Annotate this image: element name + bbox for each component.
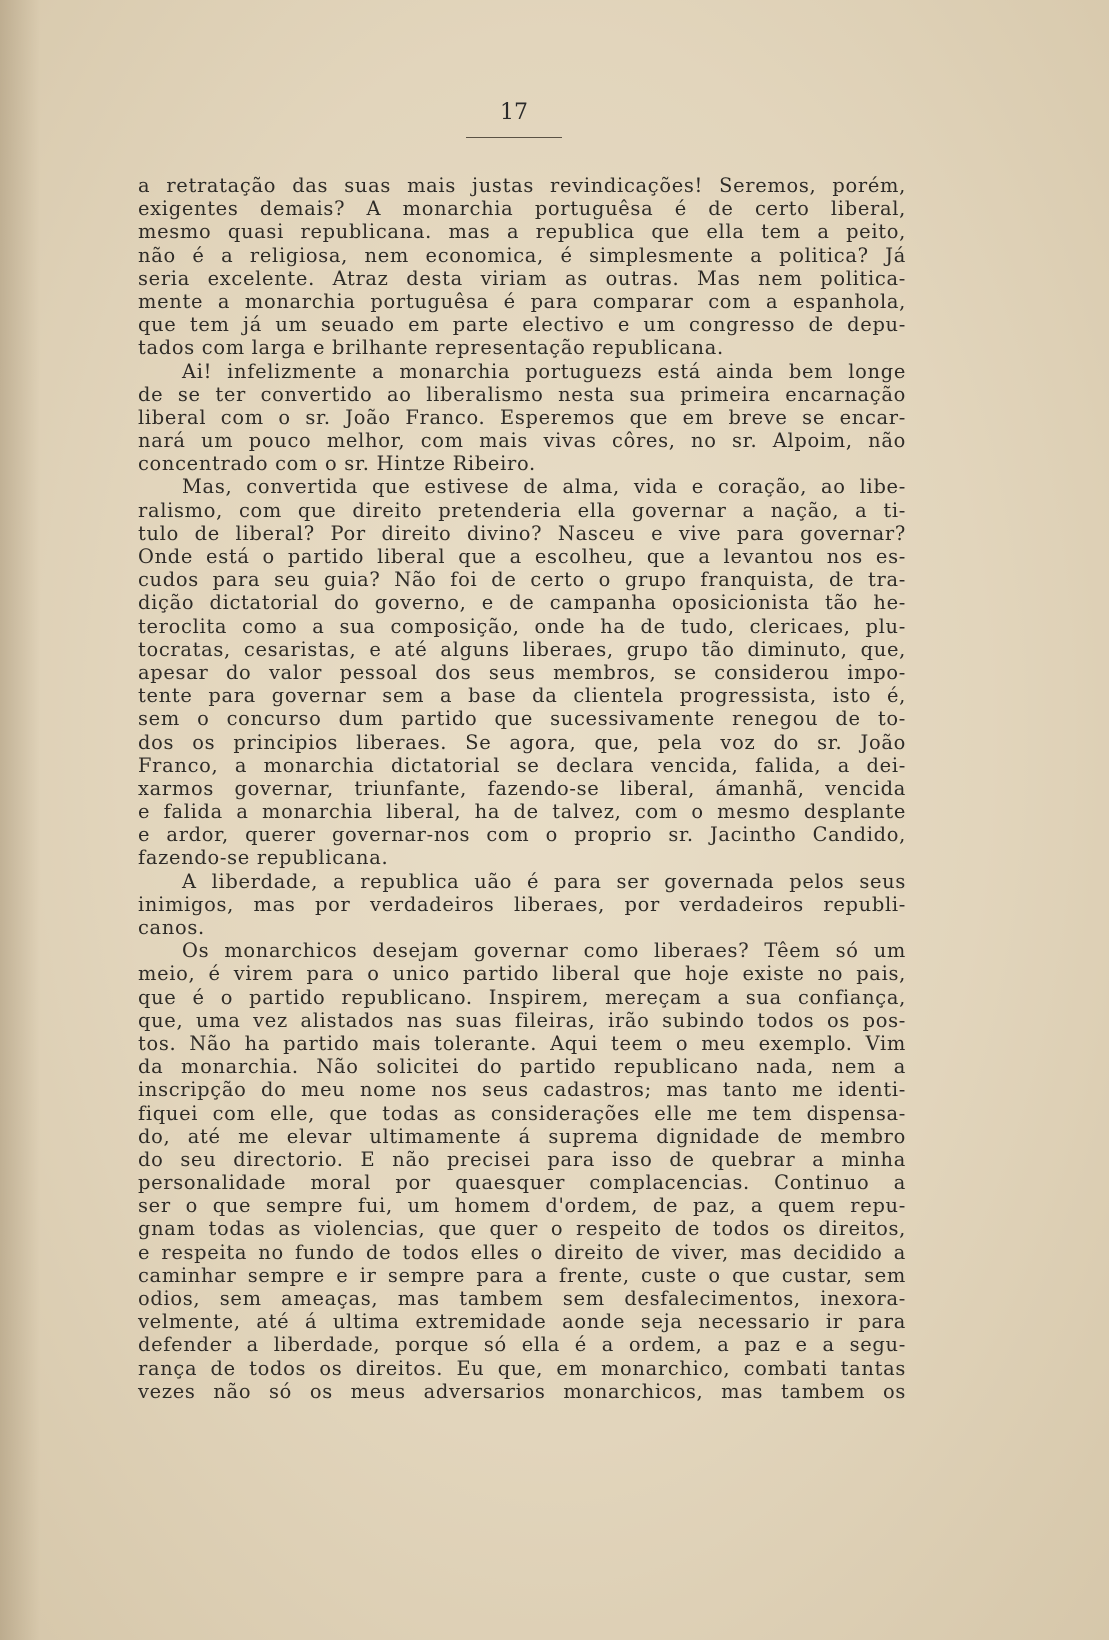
- text-line: e falida a monarchia liberal, ha de talvez, com o mesmo desplante: [138, 800, 906, 824]
- text-line: xarmos governar, triunfante, fazendo-se liberal, ámanhã, vencida: [138, 776, 906, 800]
- text-line: Os monarchicos desejam governar como liberaes? Têem só um: [182, 939, 906, 963]
- text-line: nará um pouco melhor, com mais vivas côres, no sr. Alpoim, não: [138, 429, 906, 453]
- text-line: odios, sem ameaças, mas tambem sem desfalecimentos, inexora-: [138, 1287, 906, 1310]
- text-line: que tem já um seuado em parte electivo e um congresso de depu-: [138, 313, 906, 337]
- text-line: do, até me elevar ultimamente á suprema dignidade de membro: [138, 1124, 906, 1148]
- text-line: vezes não só os meus adversarios monarchicos, mas tambem os: [138, 1379, 906, 1403]
- text-line: ralismo, com que direito pretenderia ella governar a nação, a ti-: [138, 498, 906, 522]
- text-line: tados com larga e brilhante representação republicana.: [138, 336, 724, 360]
- text-line: Onde está o partido liberal que a escolheu, que a levantou nos es-: [138, 545, 906, 568]
- text-line: apesar do valor pessoal dos seus membros, se considerou impo-: [138, 660, 906, 684]
- text-line: seria excelente. Atraz desta viriam as outras. Mas nem politica-: [138, 266, 906, 290]
- text-line: mesmo quasi republicana. mas a republica que ella tem a peito,: [138, 220, 906, 244]
- text-line: inimigos, mas por verdadeiros liberaes, por verdadeiros republi-: [138, 892, 906, 916]
- body-text: [138, 174, 906, 1403]
- text-line: e ardor, querer governar-nos com o proprio sr. Jacintho Candido,: [138, 823, 906, 847]
- text-line: mente a monarchia portuguêsa é para comparar com a espanhola,: [138, 289, 906, 313]
- text-line: sem o concurso dum partido que sucessivamente renegou de to-: [138, 707, 906, 731]
- text-line: fazendo-se republicana.: [138, 846, 389, 870]
- text-line: tente para governar sem a base da clientela progressista, isto é,: [138, 684, 906, 708]
- text-line: de se ter convertido ao liberalismo nesta sua primeira encarnação: [138, 382, 906, 406]
- text-line: teroclita como a sua composição, onde ha de tudo, clericaes, plu-: [138, 614, 906, 638]
- text-line: personalidade moral por quaesquer complacencias. Continuo a: [138, 1171, 906, 1195]
- text-line: rança de todos os direitos. Eu que, em monarchico, combati tantas: [138, 1356, 906, 1380]
- text-line: Franco, a monarchia dictatorial se declara vencida, falida, a dei-: [138, 753, 906, 777]
- text-line: dos os principios liberaes. Se agora, que, pela voz do sr. João: [138, 730, 906, 754]
- text-line: da monarchia. Não solicitei do partido republicano nada, nem a: [138, 1055, 906, 1079]
- text-line: tos. Não ha partido mais tolerante. Aqui teem o meu exemplo. Vim: [138, 1031, 906, 1055]
- text-line: do seu directorio. E não precisei para isso de quebrar a minha: [138, 1147, 906, 1171]
- text-line: tocratas, cesaristas, e até alguns liberaes, grupo tão diminuto, que,: [138, 637, 906, 661]
- text-line: tulo de liberal? Por direito divino? Nasceu e vive para governar?: [138, 521, 906, 545]
- text-line: meio, é virem para o unico partido liberal que hoje existe no pais,: [138, 962, 906, 986]
- text-line: fiquei com elle, que todas as considerações elle me tem dispensa-: [138, 1101, 906, 1125]
- text-line: exigentes demais? A monarchia portuguêsa é de certo liberal,: [138, 197, 906, 221]
- text-line: Mas, convertida que estivese de alma, vida e coração, ao libe-: [182, 475, 906, 499]
- text-line: dição dictatorial do governo, e de campanha oposicionista tão he-: [138, 591, 906, 615]
- text-line: e respeita no fundo de todos elles o direito de viver, mas decidido a: [138, 1240, 906, 1264]
- text-line: defender a liberdade, porque só ella é a ordem, a paz e a segu-: [138, 1333, 906, 1357]
- header-rule: [466, 137, 562, 138]
- text-line: gnam todas as violencias, que quer o respeito de todos os direitos,: [138, 1217, 906, 1241]
- text-line: não é a religiosa, nem economica, é simplesmente a politica? Já: [138, 243, 906, 267]
- page-number: 17: [500, 100, 528, 125]
- page-edge-shadow: [0, 0, 40, 1640]
- text-line: ser o que sempre fui, um homem d'ordem, de paz, a quem repu-: [138, 1194, 906, 1218]
- text-line: cudos para seu guia? Não foi de certo o grupo franquista, de tra-: [138, 568, 906, 592]
- text-line: que é o partido republicano. Inspirem, mereçam a sua confiança,: [138, 985, 906, 1009]
- text-line: caminhar sempre e ir sempre para a frente, custe o que custar, sem: [138, 1263, 906, 1287]
- text-line: A liberdade, a republica uão é para ser governada pelos seus: [182, 869, 906, 893]
- text-line: liberal com o sr. João Franco. Esperemos que em breve se encar-: [138, 405, 906, 429]
- text-line: Ai! infelizmente a monarchia portuguezs está ainda bem longe: [182, 359, 906, 383]
- text-line: a retratação das suas mais justas revindicações! Seremos, porém,: [138, 174, 906, 197]
- text-line: canos.: [138, 916, 205, 939]
- text-line: que, uma vez alistados nas suas fileiras, irão subindo todos os pos-: [138, 1008, 906, 1032]
- text-line: concentrado com o sr. Hintze Ribeiro.: [138, 452, 536, 476]
- text-line: velmente, até á ultima extremidade aonde seja necessario ir para: [138, 1310, 906, 1334]
- text-line: inscripção do meu nome nos seus cadastros; mas tanto me identi-: [138, 1078, 906, 1102]
